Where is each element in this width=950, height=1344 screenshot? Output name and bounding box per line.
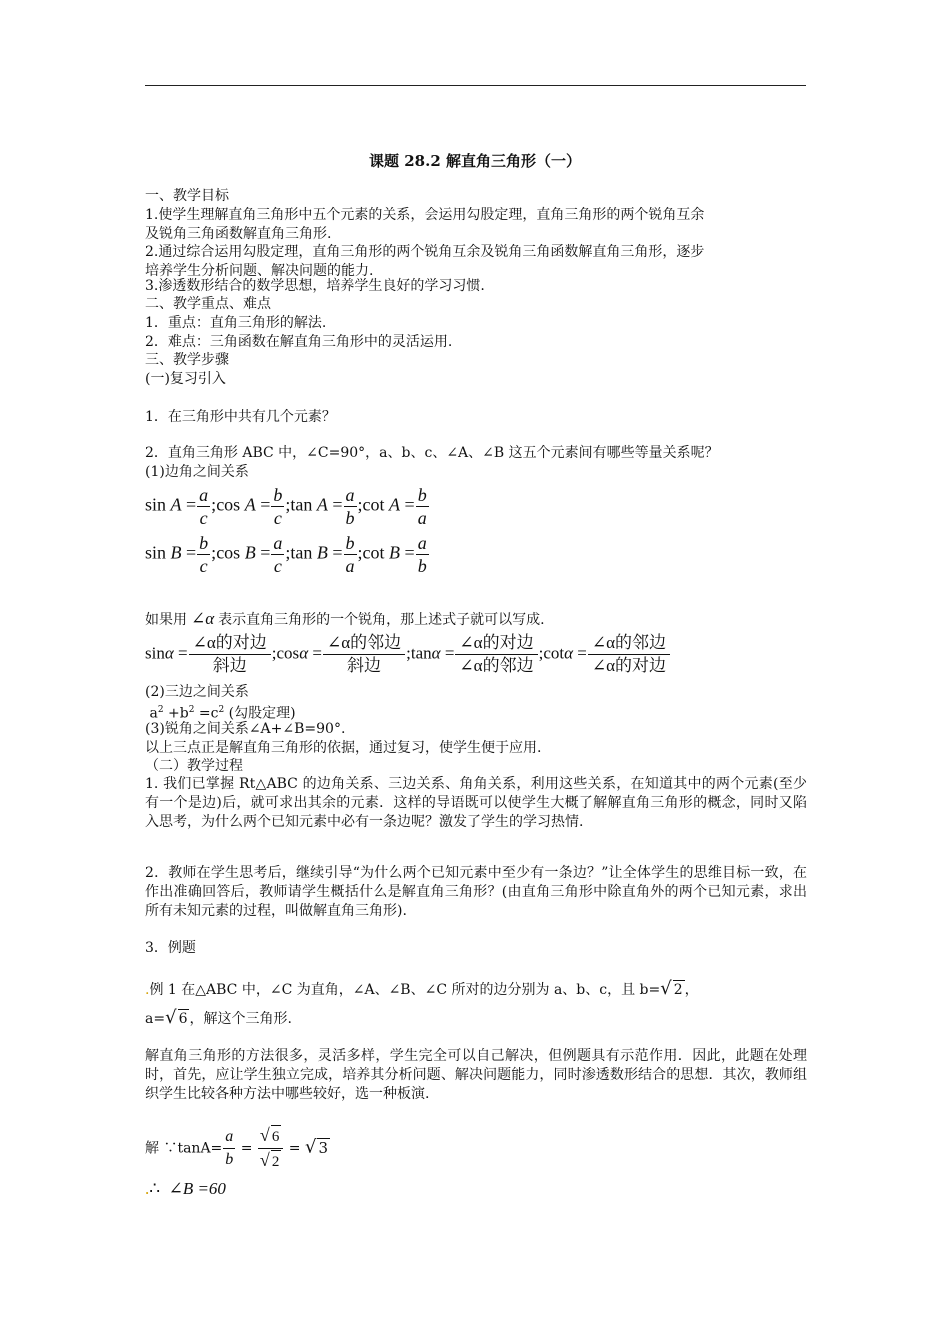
- solution-line: 解 ∵tanA= $\frac{a}{b}$ = $\frac{√ 6}{√ 2}$ = √ 3: [145, 1124, 330, 1173]
- question-2: 2．直角三角形 ABC 中，∠C=90°，a、b、c、∠A、∠B 这五个元素间有哪些等量关系呢？: [145, 445, 719, 461]
- text-line: (1)边角之间关系: [145, 464, 249, 480]
- paragraph-2: 2．教师在学生思考后，继续引导“为什么两个已知元素中至少有一条边？”让全体学生的思维目标一致，在作出准确回答后，教师请学生概括什么是解直角三角形？(由直角三角形中除直角外的两个已知元素，求出所有未知元素的过程，叫做解直角三角形).: [145, 865, 807, 919]
- question-1: 1．在三角形中共有几个元素？: [145, 409, 336, 425]
- text-line: 以上三点正是解直角三角形的依据，通过复习，使学生便于应用.: [145, 740, 542, 756]
- lesson-title: 课题 28.2 解直角三角形（一）: [369, 152, 581, 170]
- text-line: 及锐角三角函数解直角三角形.: [145, 226, 332, 242]
- text-line: (3)锐角之间关系∠A+∠B=90°.: [145, 721, 346, 737]
- text-line: (2)三边之间关系: [145, 684, 249, 700]
- pythagorean-line: $a^2 +b^2 =c^2$ (勾股定理): [149, 705, 296, 722]
- alpha-intro: 如果用 ∠α 表示直角三角形的一个锐角，那上述式子就可以写成.: [145, 609, 545, 628]
- text-line: 三、教学步骤: [145, 352, 229, 368]
- text-line: 2．难点：三角函数在解直角三角形中的灵活运用.: [145, 334, 453, 350]
- text-line: 1．重点：直角三角形的解法.: [145, 315, 327, 331]
- text-line: 3．例题: [145, 940, 196, 956]
- header-rule: [145, 85, 806, 86]
- paragraph-3: 解直角三角形的方法很多，灵活多样，学生完全可以自己解决，但例题具有示范作用．因此，此题在处理时，首先，应让学生独立完成，培养其分析问题、解决问题能力，同时渗透数形结合的思想．其次，教师组织学生比较各种方法中哪些较好，选一种板演.: [145, 1048, 807, 1102]
- text-line: 2.通过综合运用勾股定理，直角三角形的两个锐角互余及锐角三角函数解直角三角形，逐步: [145, 244, 705, 260]
- formula-row-a: sin A = $\frac{a}{c}$ ;cos A = $\frac{b}{c}$ ;tan A = $\frac{a}{b}$ ;cot A = $\frac{b}{a}$: [145, 485, 427, 528]
- text-line: 二、教学重点、难点: [145, 296, 271, 312]
- text-line: 3.渗透数形结合的数学思想，培养学生良好的学习习惯.: [145, 278, 485, 294]
- example-1-cont: a=√ 6 ，解这个三角形.: [145, 1007, 292, 1028]
- text-line: （二）教学过程: [145, 758, 243, 774]
- formula-row-alpha: sinα = $\frac{\text{∠α的对边}}{\text{斜边}}$ ;cosα = $\frac{\text{∠α的邻边}}{\text{斜边}}$ ;tanα = $\frac{\text{∠α的对边}}{\text{∠α的邻边}}$ ;cotα = $\frac{\text{∠α的邻边}}{\text{∠α的对边}}$: [145, 632, 671, 677]
- text-line: (一)复习引入: [145, 371, 226, 387]
- text-line: 培养学生分析问题、解决问题的能力.: [145, 263, 374, 279]
- paragraph-1: 1. 我们已掌握 Rt△ABC 的边角关系、三边关系、角角关系，利用这些关系，在知道其中的两个元素(至少有一个是边)后，就可求出其余的元素．这样的导语既可以使学生大概了解解直角三角形的概念，同时又陷入思考，为什么两个已知元素中必有一条边呢？激发了学生的学习热情.: [145, 776, 807, 830]
- example-1: .例 1 在△ABC 中，∠C 为直角，∠A、∠B、∠C 所对的边分别为 a、b、c，且 b=√ 2 ，: [145, 978, 699, 999]
- solution-conclusion: .∴ ∠B =60: [145, 1179, 226, 1198]
- text-line: 一、教学目标: [145, 188, 229, 204]
- formula-row-b: sin B = $\frac{b}{c}$ ;cos B = $\frac{a}{c}$ ;tan B = $\frac{b}{a}$ ;cot B = $\frac{a}{b}$: [145, 533, 427, 576]
- text-line: 1.使学生理解直角三角形中五个元素的关系，会运用勾股定理，直角三角形的两个锐角互余: [145, 207, 705, 223]
